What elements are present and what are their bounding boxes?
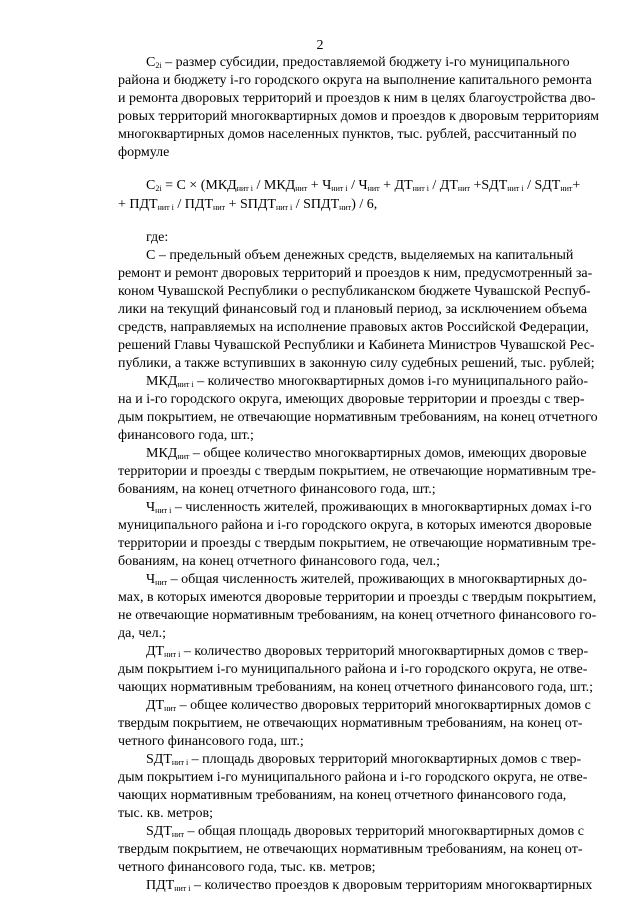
text-line: $C_{2i}$ – размер субсидии, предоставляемой бюджету i-го муниципального [146, 55, 570, 70]
text-line: четного финансового года, тыс. кв. метров; [118, 860, 376, 875]
text-line: не отвечающие нормативным требованиям, на конец отчетного финансового го- [118, 608, 597, 623]
text-line: ремонт и ремонт дворовых территорий и проездов к ним, предусмотренный за- [118, 266, 593, 281]
text-line: публики, а также вступивших в законную силу судебных решений, тыс. рублей; [118, 356, 595, 371]
text-line: мах, в которых имеются дворовые территории и проезды с твердым покрытием, [118, 590, 597, 605]
text-line: $МКД_{нит i}$ – количество многоквартирных домов i-го муниципального райо- [146, 374, 589, 389]
text-line: $C_{2i} = С \times (МКД_{нит i} / МКД_{нит} + Ч_{нит i} / Ч_{нит} + ДТ_{нит i} / ДТ_{нит} +SДТ_{нит i} / SДТ_{нит}+$ [146, 178, 581, 193]
text-line: да, чел.; [118, 626, 166, 641]
text-line: дым покрытием i-го муниципального района и i-го городского округа, не отве- [118, 662, 588, 677]
text-line: и ремонта дворовых территорий и проездов к ним в целях благоустройства дво- [118, 91, 596, 106]
text-line: территории и проезды с твердым покрытием, не отвечающие нормативным тре- [118, 464, 597, 479]
text-line: дым покрытием, не отвечающие нормативным требованиям, на конец отчетного [118, 410, 598, 425]
text-line: формуле [118, 145, 170, 160]
text-line: чающих нормативным требованиям, на конец отчетного финансового года, шт.; [118, 680, 594, 695]
text-line: бованиям, на конец отчетного финансового года, чел.; [118, 554, 441, 569]
text-line: четного финансового года, шт.; [118, 734, 304, 749]
text-line: чающих нормативным требованиям, на конец отчетного финансового года, [118, 788, 567, 803]
text-line: $МКД_{нит}$ – общее количество многоквартирных домов, имеющих дворовые [146, 446, 587, 461]
text-line: твердым покрытием, не отвечающих нормативным требованиям, на конец от- [118, 842, 583, 857]
text-line: коном Чувашской Республики о республиканском бюджете Чувашской Респуб- [118, 284, 591, 299]
text-line: района и бюджету i-го городского округа на выполнение капитального ремонта [118, 73, 592, 88]
text-line: решений Главы Чувашской Республики и Кабинета Министров Чувашской Рес- [118, 338, 595, 353]
text-line: твердым покрытием, не отвечающих нормативным требованиям, на конец от- [118, 716, 583, 731]
text-line: средств, направляемых на исполнение правовых актов Российской Федерации, [118, 320, 589, 335]
text-line: на и i-го городского округа, имеющих дворовые территории и проезды с твер- [118, 392, 585, 407]
text-line: + $ПДТ_{нит i} / ПДТ_{нит}$ + $SПДТ_{нит i}$ / $SПДТ_{нит}) / 6$, [118, 197, 378, 212]
text-line: $ПДТ_{нит i}$ – количество проездов к дворовым территориям многоквартирных [146, 878, 593, 893]
text-line: лики на текущий финансовый год и плановый период, за исключением объема [118, 302, 588, 317]
text-line: $ДТ_{нит i}$ – количество дворовых территорий многоквартирных домов с твер- [146, 644, 589, 659]
text-line: $Ч_{нит i}$ – численность жителей, проживающих в многоквартирных домах i-го [146, 500, 592, 515]
text-line: $ДТ_{нит}$ – общее количество дворовых территорий многоквартирных домов с [146, 698, 591, 713]
text-line: $Ч_{нит}$ – общая численность жителей, проживающих в многоквартирных до- [146, 572, 588, 587]
text-line: многоквартирных домов населенных пунктов, тыс. рублей, рассчитанный по [118, 127, 577, 142]
text-line: где: [146, 230, 169, 245]
text-line: С – предельный объем денежных средств, выделяемых на капитальный [146, 248, 574, 263]
page-number: 2 [316, 38, 324, 53]
text-line: $SДТ_{нит}$ – общая площадь дворовых территорий многоквартирных домов с [146, 824, 584, 839]
text-line: $SДТ_{нит i}$ – площадь дворовых территорий многоквартирных домов с твер- [146, 752, 582, 767]
text-line: дым покрытием i-го муниципального района и i-го городского округа, не отве- [118, 770, 588, 785]
text-line: финансового года, шт.; [118, 428, 254, 443]
text-line: ровых территорий многоквартирных домов и проездов к дворовым территориям [118, 109, 600, 124]
text-line: тыс. кв. метров; [118, 806, 214, 821]
text-line: территории и проезды с твердым покрытием, не отвечающие нормативным тре- [118, 536, 597, 551]
text-line: бованиям, на конец отчетного финансового года, шт.; [118, 482, 436, 497]
text-line: муниципального района и i-го городского округа, в которых имеются дворовые [118, 518, 592, 533]
